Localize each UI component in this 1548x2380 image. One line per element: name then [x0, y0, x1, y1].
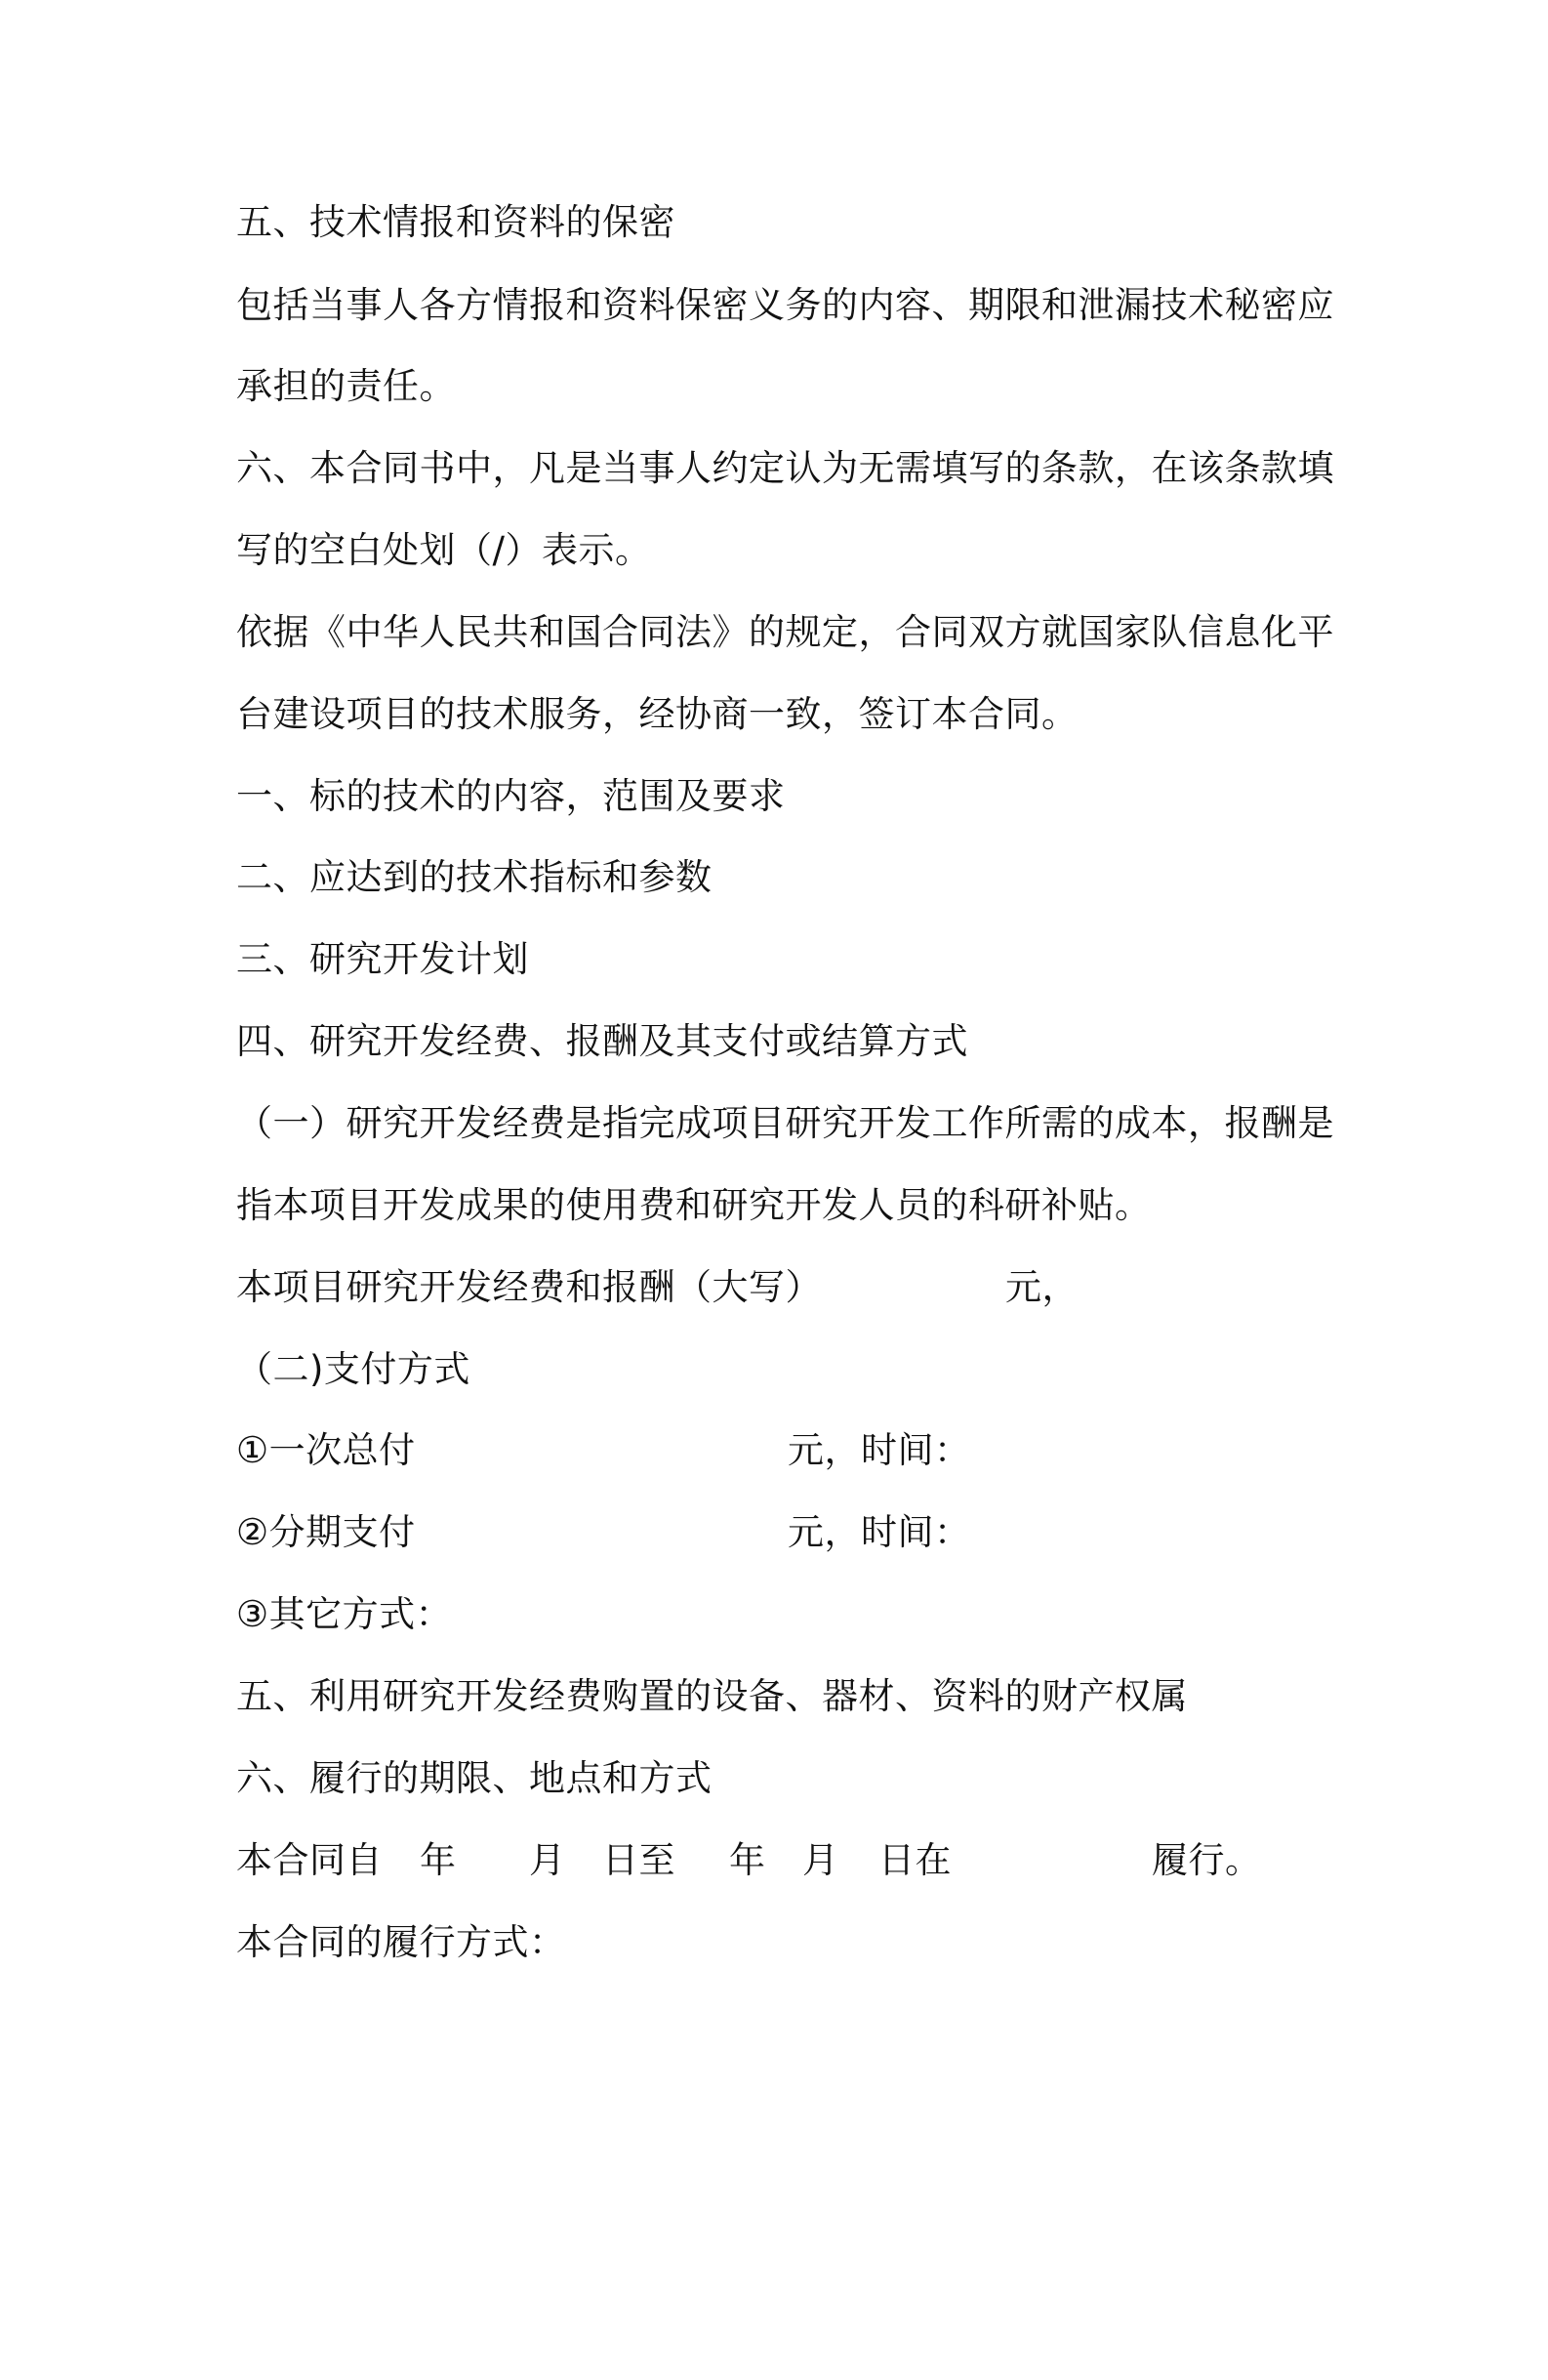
- fee-unit: 元，: [1005, 1266, 1079, 1308]
- payment-heading: （二)支付方式: [236, 1348, 470, 1390]
- section-heading: 三、研究开发计划: [236, 938, 529, 980]
- fee-label: 本项目研究开发经费和报酬（大写）: [236, 1266, 822, 1308]
- term-year-1: 年: [420, 1839, 457, 1881]
- section-heading: 四、研究开发经费、报酬及其支付或结算方式: [236, 1020, 968, 1062]
- term-day-at: 日在: [878, 1839, 952, 1881]
- term-from: 本合同自: [236, 1839, 383, 1881]
- section-heading: 一、标的技术的内容，范围及要求: [236, 775, 786, 817]
- term-year-2: 年: [729, 1839, 766, 1881]
- payment-installment-amount-time: 元，时间：: [788, 1511, 971, 1553]
- payment-once-line: [236, 1423, 971, 1478]
- payment-installment-label: ②分期支付: [236, 1511, 416, 1553]
- term-perform: 履行。: [1152, 1839, 1262, 1881]
- payment-once-amount-time: 元，时间：: [788, 1429, 971, 1471]
- method-line: 本合同的履行方式：: [236, 1921, 566, 1963]
- term-month-1: 月: [529, 1839, 566, 1881]
- section-heading-confidentiality: 五、技术情报和资料的保密: [236, 201, 675, 243]
- paragraph-line: （一）研究开发经费是指完成项目研究开发工作所需的成本，报酬是: [236, 1102, 1334, 1144]
- payment-other: ③其它方式：: [236, 1593, 453, 1635]
- term-day-to: 日至: [602, 1839, 675, 1881]
- paragraph-line: 指本项目开发成果的使用费和研究开发人员的科研补贴。: [236, 1184, 1152, 1226]
- paragraph-line: 包括当事人各方情报和资料保密义务的内容、期限和泄漏技术秘密应: [236, 284, 1334, 326]
- paragraph-line: 台建设项目的技术服务，经协商一致，签订本合同。: [236, 693, 1079, 735]
- payment-installment-line: [236, 1505, 971, 1560]
- paragraph-line: 六、本合同书中，凡是当事人约定认为无需填写的条款，在该条款填: [236, 447, 1334, 489]
- term-month-2: 月: [802, 1839, 839, 1881]
- term-line: [236, 1833, 1262, 1888]
- paragraph-line: 依据《中华人民共和国合同法》的规定，合同双方就国家队信息化平: [236, 611, 1334, 653]
- section-heading-performance: 六、履行的期限、地点和方式: [236, 1757, 713, 1799]
- fee-line: [236, 1260, 1079, 1315]
- payment-once-label: ①一次总付: [236, 1429, 416, 1471]
- section-heading: 二、应达到的技术指标和参数: [236, 856, 713, 898]
- paragraph-line: 承担的责任。: [236, 365, 456, 407]
- section-heading-property: 五、利用研究开发经费购置的设备、器材、资料的财产权属: [236, 1675, 1188, 1717]
- paragraph-line: 写的空白处划（/）表示。: [236, 529, 652, 571]
